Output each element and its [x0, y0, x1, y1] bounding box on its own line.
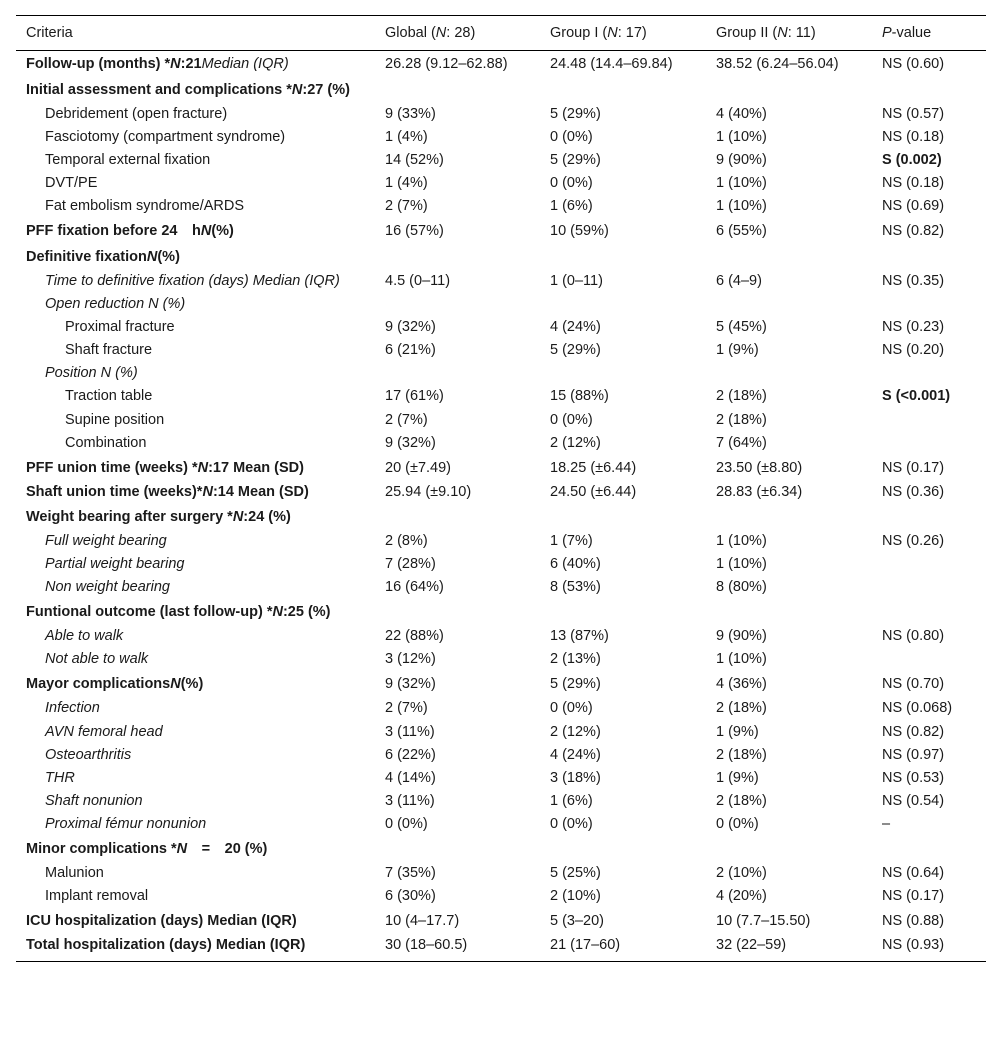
group-2-cell: 2 (18%) [716, 747, 767, 763]
row-able-to-walk [16, 625, 986, 648]
group-2-cell: 10 (7.7–15.50) [716, 913, 811, 929]
p-value-cell: NS (0.53) [882, 770, 945, 786]
group-2-cell: 32 (22–59) [706, 934, 872, 962]
p-value-cell: NS (0.64) [882, 865, 945, 881]
subsection-position [16, 362, 986, 385]
header-group-1: Group I (N: 17) [540, 16, 706, 51]
section-title: Weight bearing after surgery *N:24 (%) [26, 509, 291, 525]
group-1-cell: 5 (29%) [550, 342, 601, 358]
criteria-cell: AVN femoral head [45, 724, 163, 740]
criteria-cell: Osteoarthritis [45, 747, 132, 763]
p-value-cell: NS (0.82) [882, 724, 945, 740]
global-cell: 10 (4–17.7) [385, 913, 460, 929]
p-value-cell: – [882, 816, 891, 832]
group-1-cell: 13 (87%) [550, 628, 609, 644]
row-dvt-pe [16, 172, 986, 195]
row-pff-union-time [16, 455, 986, 481]
group-2-cell: 1 (10%) [716, 533, 767, 549]
group-2-cell: 38.52 (6.24–56.04) [716, 56, 839, 72]
criteria-cell: Traction table [65, 388, 153, 404]
global-cell: 2 (7%) [385, 700, 428, 716]
group-2-cell: 1 (10%) [716, 198, 767, 214]
p-value-cell: NS (0.36) [882, 484, 945, 500]
group-1-cell: 2 (13%) [550, 651, 601, 667]
row-not-able-to-walk [16, 648, 986, 671]
section-title: Minor complications *N = 20 (%) [26, 841, 268, 857]
global-cell: 4 (14%) [385, 770, 436, 786]
section-initial-assessment [16, 77, 986, 103]
criteria-cell: Able to walk [45, 628, 124, 644]
p-value-cell [872, 576, 986, 599]
row-full-weight-bearing [16, 530, 986, 553]
p-value-cell: NS (0.88) [882, 913, 945, 929]
row-shaft-fracture [16, 339, 986, 362]
group-2-cell: 2 (10%) [716, 865, 767, 881]
global-cell: 2 (8%) [385, 533, 428, 549]
row-temporal-external-fixation [16, 149, 986, 172]
criteria-cell: DVT/PE [45, 175, 98, 191]
subsection-open-reduction [16, 293, 986, 316]
criteria-cell: Combination [65, 435, 147, 451]
global-cell: 0 (0%) [385, 816, 428, 832]
criteria-cell: PFF fixation before 24 hN(%) [26, 223, 234, 239]
header-global: Global (N: 28) [375, 16, 540, 51]
group-2-cell: 1 (10%) [716, 129, 767, 145]
row-avn-femoral-head [16, 721, 986, 744]
row-osteoarthritis [16, 744, 986, 767]
p-value-cell: S (<0.001) [882, 388, 951, 404]
section-title: Funtional outcome (last follow-up) *N:25 (%) [26, 604, 331, 620]
global-cell: 3 (11%) [385, 793, 435, 809]
criteria-cell: Supine position [65, 412, 165, 428]
row-debridement [16, 103, 986, 126]
criteria-cell: THR [45, 770, 75, 786]
section-title: Definitive fixationN(%) [26, 249, 180, 265]
global-cell: 30 (18–60.5) [375, 934, 540, 962]
criteria-cell: Temporal external fixation [45, 152, 211, 168]
group-1-cell: 0 (0%) [550, 175, 593, 191]
p-value-cell: NS (0.26) [882, 533, 945, 549]
global-cell: 1 (4%) [385, 129, 428, 145]
global-cell: 22 (88%) [385, 628, 444, 644]
criteria-cell: Non weight bearing [45, 579, 170, 595]
p-value-cell: NS (0.18) [882, 129, 945, 145]
global-cell: 7 (35%) [385, 865, 436, 881]
group-2-cell: 8 (80%) [716, 579, 767, 595]
criteria-cell: Partial weight bearing [45, 556, 185, 572]
row-supine-position [16, 409, 986, 432]
group-1-cell: 24.50 (±6.44) [550, 484, 637, 500]
group-1-cell: 2 (10%) [550, 888, 601, 904]
criteria-cell: Time to definitive fixation (days) Median (IQR) [45, 273, 340, 289]
group-2-cell: 2 (18%) [716, 412, 767, 428]
group-2-cell: 1 (9%) [716, 342, 759, 358]
criteria-cell: Implant removal [45, 888, 149, 904]
subsection-title: Position N (%) [45, 365, 138, 381]
section-minor-complications [16, 836, 986, 862]
p-value-cell: NS (0.70) [882, 676, 945, 692]
p-value-cell: NS (0.97) [882, 747, 945, 763]
p-value-cell: NS (0.17) [882, 460, 945, 476]
group-2-cell: 1 (9%) [716, 724, 759, 740]
row-fasciotomy [16, 126, 986, 149]
p-value-cell [872, 409, 986, 432]
group-2-cell: 28.83 (±6.34) [716, 484, 803, 500]
group-2-cell: 6 (4–9) [716, 273, 762, 289]
global-cell: 2 (7%) [385, 412, 428, 428]
row-time-definitive-fixation [16, 270, 986, 293]
global-cell: 17 (61%) [385, 388, 444, 404]
criteria-cell: ICU hospitalization (days) Median (IQR) [26, 913, 297, 929]
section-weight-bearing [16, 504, 986, 530]
group-2-cell: 2 (18%) [716, 793, 767, 809]
criteria-cell: Mayor complicationsN(%) [26, 676, 204, 692]
criteria-cell: Shaft nonunion [45, 793, 143, 809]
group-2-cell: 4 (40%) [716, 106, 767, 122]
p-value-cell [872, 432, 986, 455]
header-p-value: P-value [872, 16, 986, 51]
group-2-cell: 1 (10%) [716, 651, 767, 667]
row-implant-removal [16, 885, 986, 908]
row-shaft-union-time [16, 481, 986, 504]
group-1-cell: 24.48 (14.4–69.84) [550, 56, 673, 72]
p-value-cell: NS (0.93) [872, 934, 986, 962]
p-value-cell: NS (0.69) [882, 198, 945, 214]
group-1-cell: 15 (88%) [550, 388, 609, 404]
row-fat-embolism [16, 195, 986, 218]
p-value-cell: NS (0.35) [882, 273, 945, 289]
header-row [16, 16, 986, 51]
row-thr [16, 767, 986, 790]
group-1-cell: 2 (12%) [550, 435, 601, 451]
group-1-cell: 21 (17–60) [540, 934, 706, 962]
p-value-cell: NS (0.82) [882, 223, 945, 239]
section-title: Initial assessment and complications *N:27 (%) [26, 82, 350, 98]
criteria-cell: Malunion [45, 865, 104, 881]
criteria-cell: Shaft union time (weeks)*N:14 Mean (SD) [26, 484, 309, 500]
criteria-cell: Proximal fémur nonunion [45, 816, 207, 832]
global-cell: 4.5 (0–11) [385, 273, 451, 289]
group-1-cell: 5 (29%) [550, 106, 601, 122]
global-cell: 25.94 (±9.10) [385, 484, 472, 500]
group-1-cell: 0 (0%) [550, 700, 593, 716]
group-1-cell: 5 (3–20) [550, 913, 605, 929]
criteria-cell: Proximal fracture [65, 319, 175, 335]
group-1-cell: 5 (25%) [550, 865, 601, 881]
group-2-cell: 2 (18%) [716, 388, 767, 404]
group-2-cell: 9 (90%) [716, 152, 767, 168]
p-value-cell: NS (0.23) [882, 319, 945, 335]
global-cell: 14 (52%) [385, 152, 444, 168]
group-2-cell: 1 (10%) [716, 175, 767, 191]
group-1-cell: 0 (0%) [550, 412, 593, 428]
global-cell: 6 (30%) [385, 888, 436, 904]
group-1-cell: 10 (59%) [550, 223, 609, 239]
global-cell: 16 (64%) [385, 579, 444, 595]
group-2-cell: 2 (18%) [716, 700, 767, 716]
criteria-cell: Fasciotomy (compartment syndrome) [45, 129, 286, 145]
p-value-cell: NS (0.068) [882, 700, 953, 716]
p-value-cell: NS (0.54) [882, 793, 945, 809]
criteria-cell: Fat embolism syndrome/ARDS [45, 198, 245, 214]
group-1-cell: 1 (6%) [550, 793, 593, 809]
group-1-cell: 1 (6%) [550, 198, 593, 214]
criteria-cell: Debridement (open fracture) [45, 106, 228, 122]
group-2-cell: 7 (64%) [716, 435, 767, 451]
group-1-cell: 4 (24%) [550, 319, 601, 335]
global-cell: 7 (28%) [385, 556, 436, 572]
group-1-cell: 6 (40%) [550, 556, 601, 572]
criteria-table [16, 15, 986, 962]
header-criteria: Criteria [16, 16, 375, 51]
section-definitive-fixation [16, 244, 986, 270]
row-traction-table [16, 385, 986, 409]
criteria-cell: Not able to walk [45, 651, 149, 667]
criteria-cell: Follow-up (months) *N:21Median (IQR) [26, 56, 289, 72]
group-1-cell: 0 (0%) [550, 129, 593, 145]
group-1-cell: 18.25 (±6.44) [550, 460, 637, 476]
group-1-cell: 5 (29%) [550, 152, 601, 168]
p-value-cell: NS (0.18) [882, 175, 945, 191]
global-cell: 16 (57%) [385, 223, 444, 239]
row-non-weight-bearing [16, 576, 986, 599]
p-value-cell: NS (0.80) [882, 628, 945, 644]
row-malunion [16, 862, 986, 885]
p-value-cell: NS (0.17) [882, 888, 945, 904]
p-value-cell [872, 648, 986, 671]
row-partial-weight-bearing [16, 553, 986, 576]
group-1-cell: 5 (29%) [550, 676, 601, 692]
group-1-cell: 3 (18%) [550, 770, 601, 786]
global-cell: 9 (33%) [385, 106, 436, 122]
p-value-cell: S (0.002) [882, 152, 942, 168]
global-cell: 6 (22%) [385, 747, 436, 763]
group-1-cell: 4 (24%) [550, 747, 601, 763]
row-icu-hospitalization [16, 908, 986, 934]
row-pff-fixation-24h [16, 218, 986, 244]
header-group-2: Group II (N: 11) [706, 16, 872, 51]
global-cell: 9 (32%) [385, 676, 436, 692]
row-shaft-nonunion [16, 790, 986, 813]
criteria-cell: Infection [45, 700, 100, 716]
row-proximal-fracture [16, 316, 986, 339]
group-1-cell: 1 (7%) [550, 533, 593, 549]
group-2-cell: 6 (55%) [716, 223, 767, 239]
group-2-cell: 23.50 (±8.80) [716, 460, 803, 476]
criteria-cell: Shaft fracture [65, 342, 153, 358]
row-infection [16, 697, 986, 721]
p-value-cell [872, 553, 986, 576]
global-cell: 1 (4%) [385, 175, 428, 191]
group-1-cell: 1 (0–11) [550, 273, 603, 289]
row-total-hospitalization [16, 934, 986, 962]
row-mayor-complications [16, 671, 986, 697]
group-2-cell: 4 (20%) [716, 888, 767, 904]
row-follow-up [16, 51, 986, 78]
group-2-cell: 1 (10%) [716, 556, 767, 572]
criteria-cell: Total hospitalization (days) Median (IQR) [16, 934, 375, 962]
criteria-cell: Full weight bearing [45, 533, 167, 549]
global-cell: 9 (32%) [385, 319, 436, 335]
p-value-cell: NS (0.57) [882, 106, 945, 122]
global-cell: 6 (21%) [385, 342, 436, 358]
group-2-cell: 5 (45%) [716, 319, 767, 335]
p-value-cell: NS (0.60) [882, 56, 945, 72]
criteria-cell: PFF union time (weeks) *N:17 Mean (SD) [26, 460, 304, 476]
p-value-cell: NS (0.20) [882, 342, 945, 358]
group-1-cell: 0 (0%) [550, 816, 593, 832]
global-cell: 9 (32%) [385, 435, 436, 451]
group-1-cell: 2 (12%) [550, 724, 601, 740]
global-cell: 3 (12%) [385, 651, 436, 667]
global-cell: 20 (±7.49) [385, 460, 451, 476]
group-2-cell: 4 (36%) [716, 676, 767, 692]
group-2-cell: 1 (9%) [716, 770, 759, 786]
group-1-cell: 8 (53%) [550, 579, 601, 595]
group-2-cell: 9 (90%) [716, 628, 767, 644]
row-proximal-femur-nonunion [16, 813, 986, 836]
global-cell: 3 (11%) [385, 724, 435, 740]
global-cell: 2 (7%) [385, 198, 428, 214]
group-2-cell: 0 (0%) [716, 816, 759, 832]
global-cell: 26.28 (9.12–62.88) [385, 56, 508, 72]
row-combination [16, 432, 986, 455]
section-functional-outcome [16, 599, 986, 625]
subsection-title: Open reduction N (%) [45, 296, 186, 312]
